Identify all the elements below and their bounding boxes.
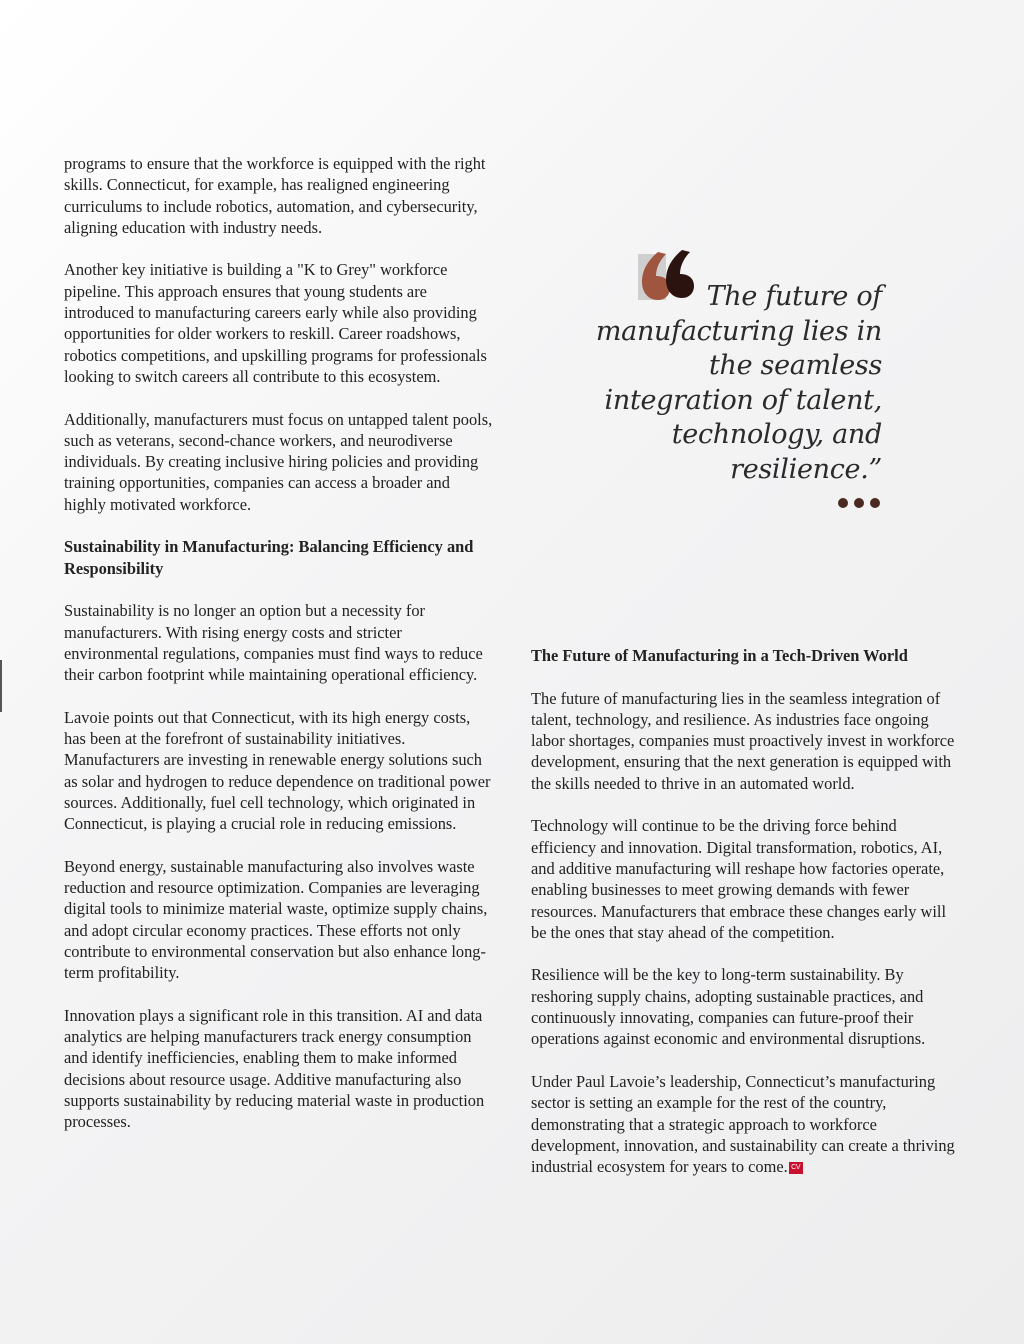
dot-icon (870, 498, 880, 508)
body-paragraph: Technology will continue to be the driving force behind efficiency and innovation. Digital transformation, robotics, AI, and additive manufacturing will reshape how factories operate, enabling businesses to meet growing demands with fewer resources. Manufacturers that embrace these changes early will be the ones that stay ahead of the competition. (531, 816, 947, 942)
body-paragraph: The future of manufacturing lies in the seamless integration of talent, technology, and resilience. As industries face ongoing labor shortages, companies must proactively invest in workforce development, ensuring that the next generation is equipped with the skills needed to thrive in an automated world. (531, 688, 955, 793)
closing-text: Under Paul Lavoie’s leadership, Connecticut’s manufacturing sector is setting an example for the rest of the country, demonstrating that a strategic approach to workforce development, innovation, and sustainability can create a thriving industrial ecosystem for years to come. (531, 1071, 955, 1177)
quote-dots (838, 498, 880, 508)
page-edge-mark (0, 660, 2, 712)
pull-quote (590, 248, 882, 487)
dot-icon (854, 498, 864, 508)
body-paragraph: Beyond energy, sustainable manufacturing also involves waste reduction and resource optimization. Companies are leveraging digital tools to minimize material waste, optimize supply chains, and adopt circular economy practices. These efforts not only contribute to environmental conservation but also enhance long-term profitability. (64, 856, 488, 983)
dot-icon (838, 498, 848, 508)
body-paragraph: programs to ensure that the workforce is equipped with the right skills. Connecticut, for example, has realigned engineering curriculums to include robotics, automation, and cybersecurity, aligning education with industry needs. (64, 154, 486, 237)
end-mark-icon: CV (789, 1162, 803, 1174)
body-paragraph: Another key initiative is building a "K to Grey" workforce pipeline. This approach ensures that young students are introduced to manufacturing careers early while also providing opportunities for older workers to reskill. Career roadshows, robotics competitions, and upskilling programs for professionals looking to switch careers all contribute to this ecosystem. (64, 260, 487, 386)
closing-paragraph (531, 1071, 963, 1177)
body-paragraph: Additionally, manufacturers must focus on untapped talent pools, such as veterans, second-chance workers, and neurodiverse individuals. By creating inclusive hiring policies and providing training opportunities, companies can access a broader and highly motivated workforce. (64, 409, 493, 514)
body-paragraph: Innovation plays a significant role in this transition. AI and data analytics are helping manufacturers track energy consumption and identify inefficiencies, enabling them to make informed decisions about resource usage. Additive manufacturing also supports sustainability by reducing material waste in production processes. (64, 1005, 485, 1132)
section-heading: The Future of Manufacturing in a Tech-Driven World (531, 646, 908, 665)
body-paragraph: Resilience will be the key to long-term sustainability. By reshoring supply chains, adopting sustainable practices, and continuously innovating, companies can future-proof their operations against economic and environmental disruptions. (531, 965, 926, 1049)
left-column (64, 153, 494, 1154)
pull-quote-text: The future of manufacturing lies in the seamless integration of talent, technology, and resilience.” (595, 281, 882, 485)
right-column (531, 645, 963, 1199)
body-paragraph: Sustainability is no longer an option but a necessity for manufacturers. With rising energy costs and stricter environmental regulations, companies must find ways to reduce their carbon footprint while maintaining operational efficiency. (64, 601, 483, 685)
section-heading: Sustainability in Manufacturing: Balancing Efficiency and Responsibility (64, 537, 474, 578)
body-paragraph: Lavoie points out that Connecticut, with its high energy costs, has been at the forefront of sustainability initiatives. Manufacturers are investing in renewable energy solutions such as solar and hydrogen to reduce dependence on traditional power sources. Additionally, fuel cell technology, which originated in Connecticut, is playing a crucial role in reducing emissions. (64, 707, 491, 834)
